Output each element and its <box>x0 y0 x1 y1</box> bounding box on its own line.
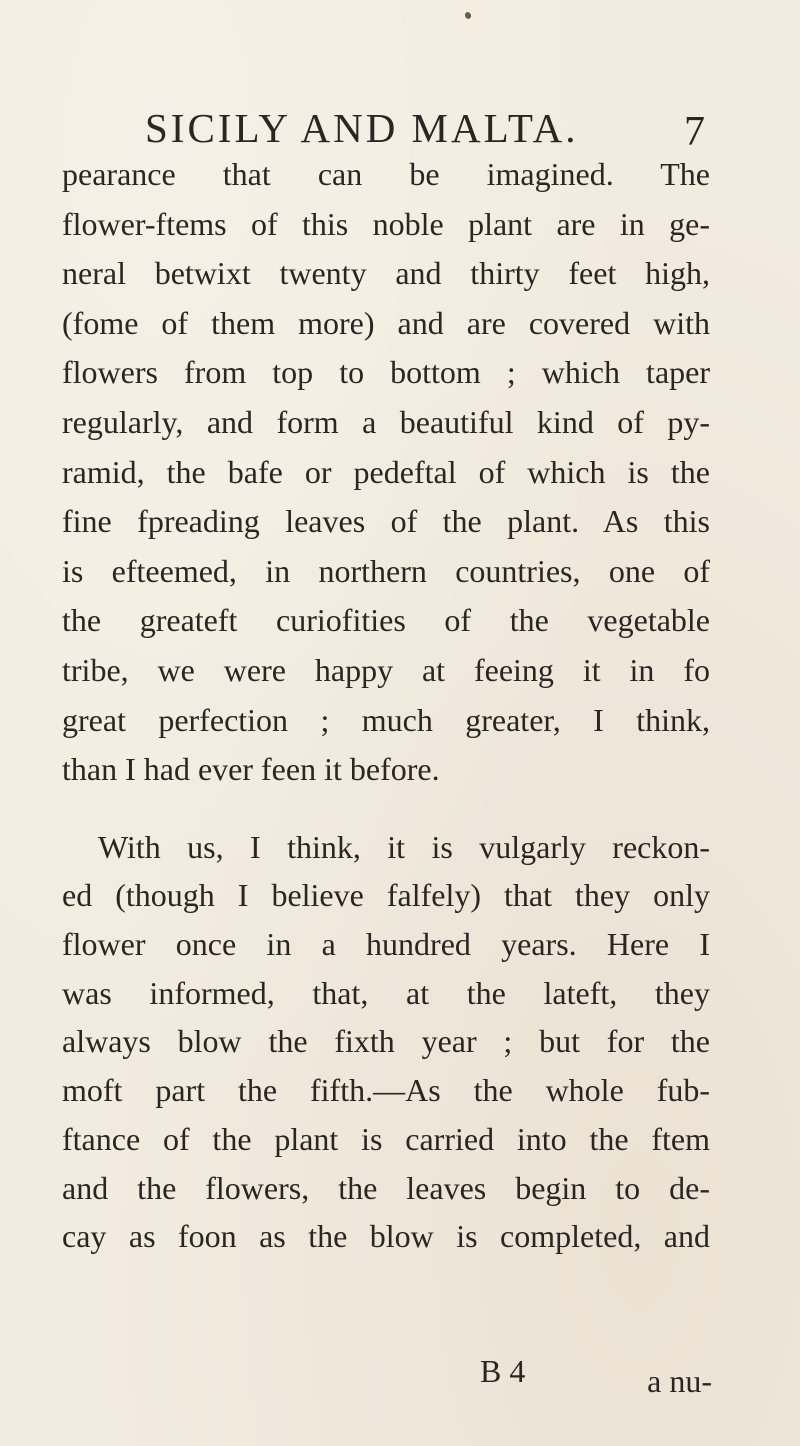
page-number: 7 <box>684 109 705 155</box>
text-line: cay as foon as the blow is completed, and <box>62 1218 710 1255</box>
text-line: and the flowers, the leaves begin to de- <box>62 1169 710 1206</box>
page-footer <box>480 1354 712 1404</box>
text-line: was informed, that, at the lateft, they <box>62 974 710 1011</box>
signature-mark: B 4 <box>480 1353 526 1389</box>
text-line: neral betwixt twenty and thirty feet high, <box>62 255 710 292</box>
text-line: regularly, and form a beautiful kind of py- <box>62 403 710 440</box>
text-line: great perfection ; much greater, I think, <box>62 701 710 738</box>
text-line: is efteemed, in northern countries, one of <box>62 552 710 589</box>
text-line: than I had ever feen it before. <box>62 751 440 788</box>
paragraph-gap <box>62 795 710 823</box>
text-line: pearance that can be imagined. The <box>62 156 710 192</box>
catchword: a nu- <box>647 1363 712 1399</box>
text-line: ramid, the bafe or pedeftal of which is the <box>62 453 710 490</box>
paragraph-2 <box>62 823 710 1261</box>
ink-speck <box>464 11 472 20</box>
text-line: flowers from top to bottom ; which taper <box>62 354 710 391</box>
text-line: moft part the fifth.—As the whole fub- <box>62 1072 710 1109</box>
text-line: always blow the fixth year ; but for the <box>62 1023 710 1060</box>
text-line: fine fpreading leaves of the plant. As this <box>62 503 710 540</box>
page-header <box>145 103 705 153</box>
text-line: (fome of them more) and are covered with <box>62 304 710 341</box>
text-line: With us, I think, it is vulgarly reckon- <box>98 828 710 865</box>
text-line: ftance of the plant is carried into the ftem <box>62 1120 710 1157</box>
text-line: flower-ftems of this noble plant are in ge- <box>62 205 710 242</box>
text-line: the greateft curiofities of the vegetable <box>62 602 710 639</box>
text-line: ed (though I believe falfely) that they only <box>62 877 710 914</box>
body-text <box>62 150 710 1261</box>
running-head: SICILY AND MALTA. <box>145 105 579 151</box>
text-line: flower once in a hundred years. Here I <box>62 926 710 963</box>
paragraph-1 <box>62 150 710 795</box>
text-line: tribe, we were happy at feeing it in fo <box>62 651 710 688</box>
